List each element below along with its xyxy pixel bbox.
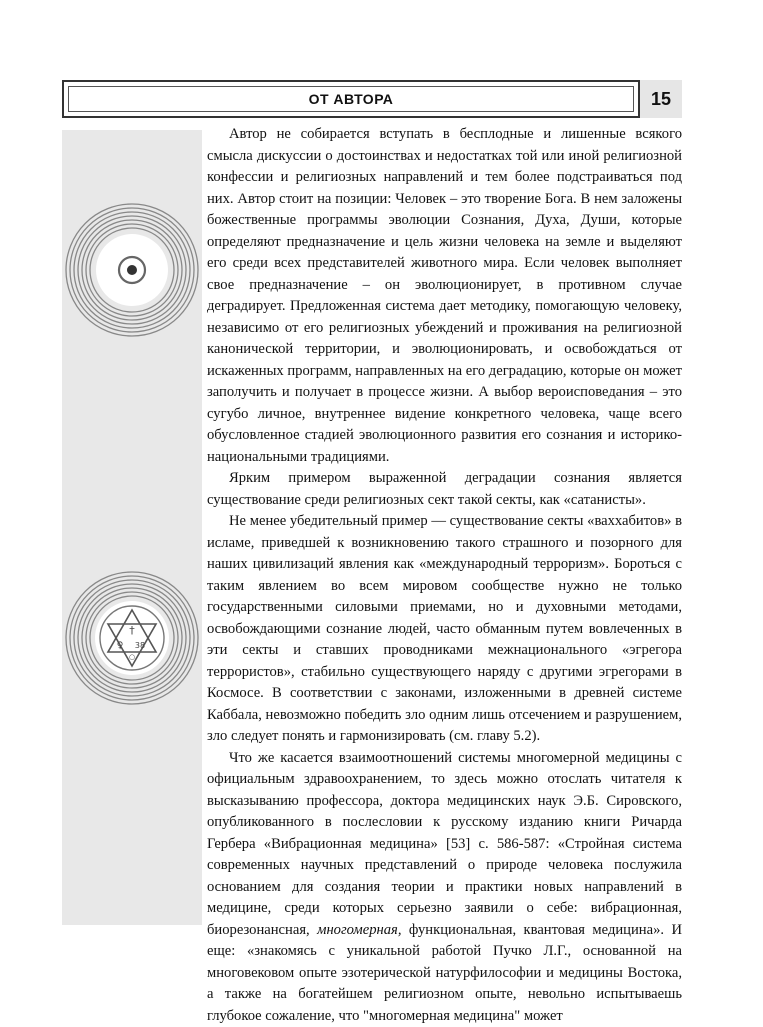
paragraph-2: Ярким примером выраженной деградации сознания является существование среди религиозных сект такой секты, как «сатанисты». <box>207 468 682 511</box>
running-header-frame <box>68 86 634 112</box>
paragraph-3: Не менее убедительный пример — существование секты «ваххабитов» в исламе, приведшей к возникновению такого страшного и позорного для наших цивилизаций явления как «международный терроризм». Бороться с таким явлением во всем мировом сообществе нужно не только государственными силовыми приемами, но и духовными методами, освобождающими сознание людей, часто обманным путем вовлеченных в эти секты и ставших проводниками межнационального «эгрегора террористов», стабильно существующего наряду с другими эгрегорами в Космосе. В соответствии с законами, изложенными в древней системе Каббала, невозможно победить зло одним лишь отсечением и разрушением, зло следует понять и гармонизировать (см. главу 5.2). <box>207 511 682 748</box>
paragraph-4-part-a: Что же касается взаимоотношений системы многомерной медицины с официальным здравоохранением, то здесь можно отослать читателя к высказыванию профессора, доктора медицинских наук Э.Б. Сировского, опубликованного в послесловии к русскому изданию книги Ричарда Гербера «Вибрационная медицина» [53] с. 586-587: «Стройная система современных научных представлений о природе человека послужила основанием для создания теории и практики новых направлений в медицине, среди которых серьезно заявили о себе: вибрационная, биорезонансная, <box>207 750 682 938</box>
concentric-circles-star-icon <box>62 568 202 708</box>
concentric-circles-dot-icon <box>62 200 202 340</box>
star-cross-symbol: † <box>129 624 135 637</box>
paragraph-4 <box>207 748 682 1027</box>
main-text <box>207 124 682 1027</box>
running-header <box>62 80 640 118</box>
star-venus-symbol: ♀ <box>117 641 124 651</box>
page-number: 15 <box>640 80 682 118</box>
section-title: ОТ АВТОРА <box>309 91 394 107</box>
paragraph-1: Автор не собирается вступать в бесплодные и лишенные всякого смысла дискуссии о достоинствах и недостатках той или иной религиозной конфессии и религиозных направлений и тем более подстраиваться под них. Автор стоит на позиции: Человек – это творение Бога. В нем заложены божественные программы эволюции Сознания, Духа, Души, которые определяют предназначение и цель жизни человека на земле и выделяют его среди всех представителей животного мира. Если человек выполняет свое предназначение – он эволюционирует, в противном случае деградирует. Предложенная система дает методику, помогающую человеку, независимо от его религиозных убеждений и проживания на религиозной канонической территории, и эволюционировать, и освобождаться от искаженных программ, направленных на его деградацию, которые он может заполучить и получает в процессе жизни. А выбор вероисповедания – это сугубо личное, внутреннее видение конкретного человека, чаще всего обусловленное стадией эволюционного развития его сознания и историко-национальными традициями. <box>207 124 682 468</box>
star-number-symbol: 38 <box>135 641 145 650</box>
star-circle-symbol: ○ <box>129 653 135 661</box>
paragraph-4-part-b: функциональная, квантовая медицина». И еще: «знакомясь с уникальной работой Пучко Л.Г., основанной на многовековом опыте эзотерической натурфилософии и медицины Востока, а также на богатейшем религиозном опыте, невольно испытываешь глубокое сожаление, что "многомерная медицина" может <box>207 922 682 1024</box>
paragraph-4-italic: многомерная, <box>317 922 401 938</box>
